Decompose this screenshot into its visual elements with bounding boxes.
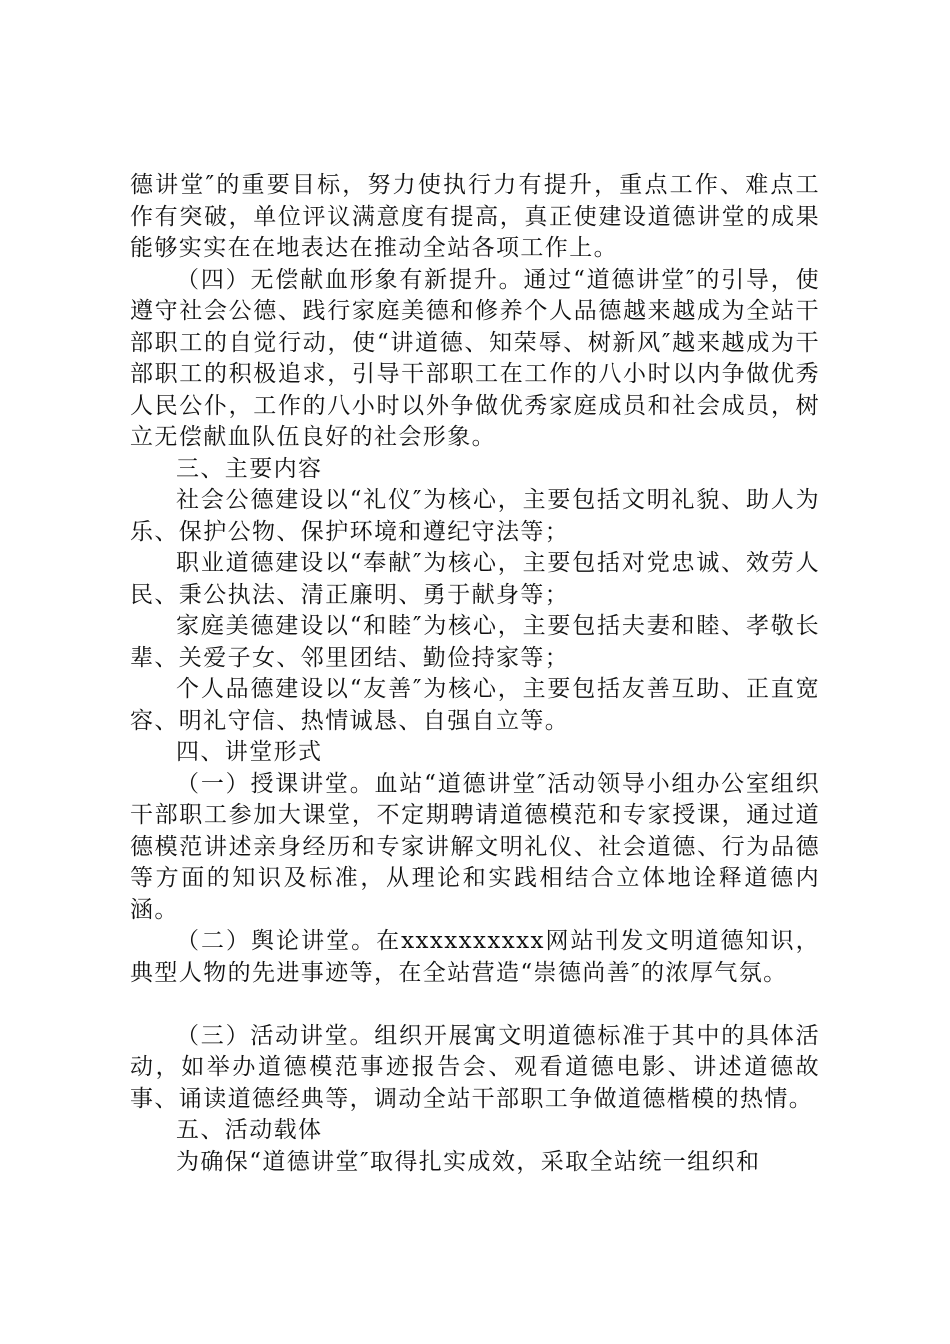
paragraph-family-virtue: 家庭美德建设以“和睦″为核心，主要包括夫妻和睦、孝敬长辈、关爱子女、邻里团结、勤俭持家等； [130,613,820,671]
section-heading-activity-carrier: 五、活动载体 [176,1117,323,1143]
section-heading-main-content: 三、主要内容 [176,455,323,482]
document-body [130,170,820,1178]
section-heading-lecture-forms: 四、讲堂形式 [176,739,323,765]
blank-line [130,989,820,1021]
paragraph-activity-lecture: （三）活动讲堂。组织开展寓文明道德标准于其中的具体活动，如举办道德模范事迹报告会、观看道德电影、讲述道德故事、诵读道德经典等，调动全站干部职工争做道德楷模的热情。 [130,1022,820,1112]
paragraph-blood-donation-image: （四）无偿献血形象有新提升。通过“道德讲堂″的引导，使遵守社会公德、践行家庭美德和修养个人品德越来越成为全站干部职工的自觉行动，使“讲道德、知荣辱、树新风″越来越成为干部职工的积极追求，引导干部职工在工作的八小时以内争做优秀人民公仆，工作的八小时以外争做优秀家庭成员和社会成员，树立无偿献血队伍良好的社会形象。 [130,266,820,450]
paragraph-social-morality: 社会公德建设以“礼仪″为核心，主要包括文明礼貌、助人为乐、保护公物、保护环境和遵纪守法等； [130,487,820,545]
paragraph-personal-character: 个人品德建设以“友善″为核心，主要包括友善互助、正直宽容、明礼守信、热情诚恳、自强自立等。 [130,676,820,734]
paragraph-professional-ethics: 职业道德建设以“奉献″为核心，主要包括对党忠诚、效劳人民、秉公执法、清正廉明、勇于献身等； [130,550,820,608]
paragraph-continuation: 德讲堂″的重要目标，努力使执行力有提升，重点工作、难点工作有突破，单位评议满意度有提高，真正使建设道德讲堂的成果能够实实在在地表达在推动全站各项工作上。 [130,172,820,261]
paragraph-ensure-results: 为确保“道德讲堂″取得扎实成效，采取全站统一组织和 [176,1148,761,1175]
paragraph-teaching-lecture: （一）授课讲堂。血站“道德讲堂″活动领导小组办公室组织干部职工参加大课堂，不定期聘请道德模范和专家授课，通过道德模范讲述亲身经历和专家讲解文明礼仪、社会道德、行为品德等方面的知识及标准，从理论和实践相结合立体地诠释道德内涵。 [130,770,820,923]
paragraph-opinion-lecture: （二）舆论讲堂。在xxxxxxxxxx网站刊发文明道德知识，典型人物的先进事迹等，在全站营造“崇德尚善″的浓厚气氛。 [130,928,820,986]
